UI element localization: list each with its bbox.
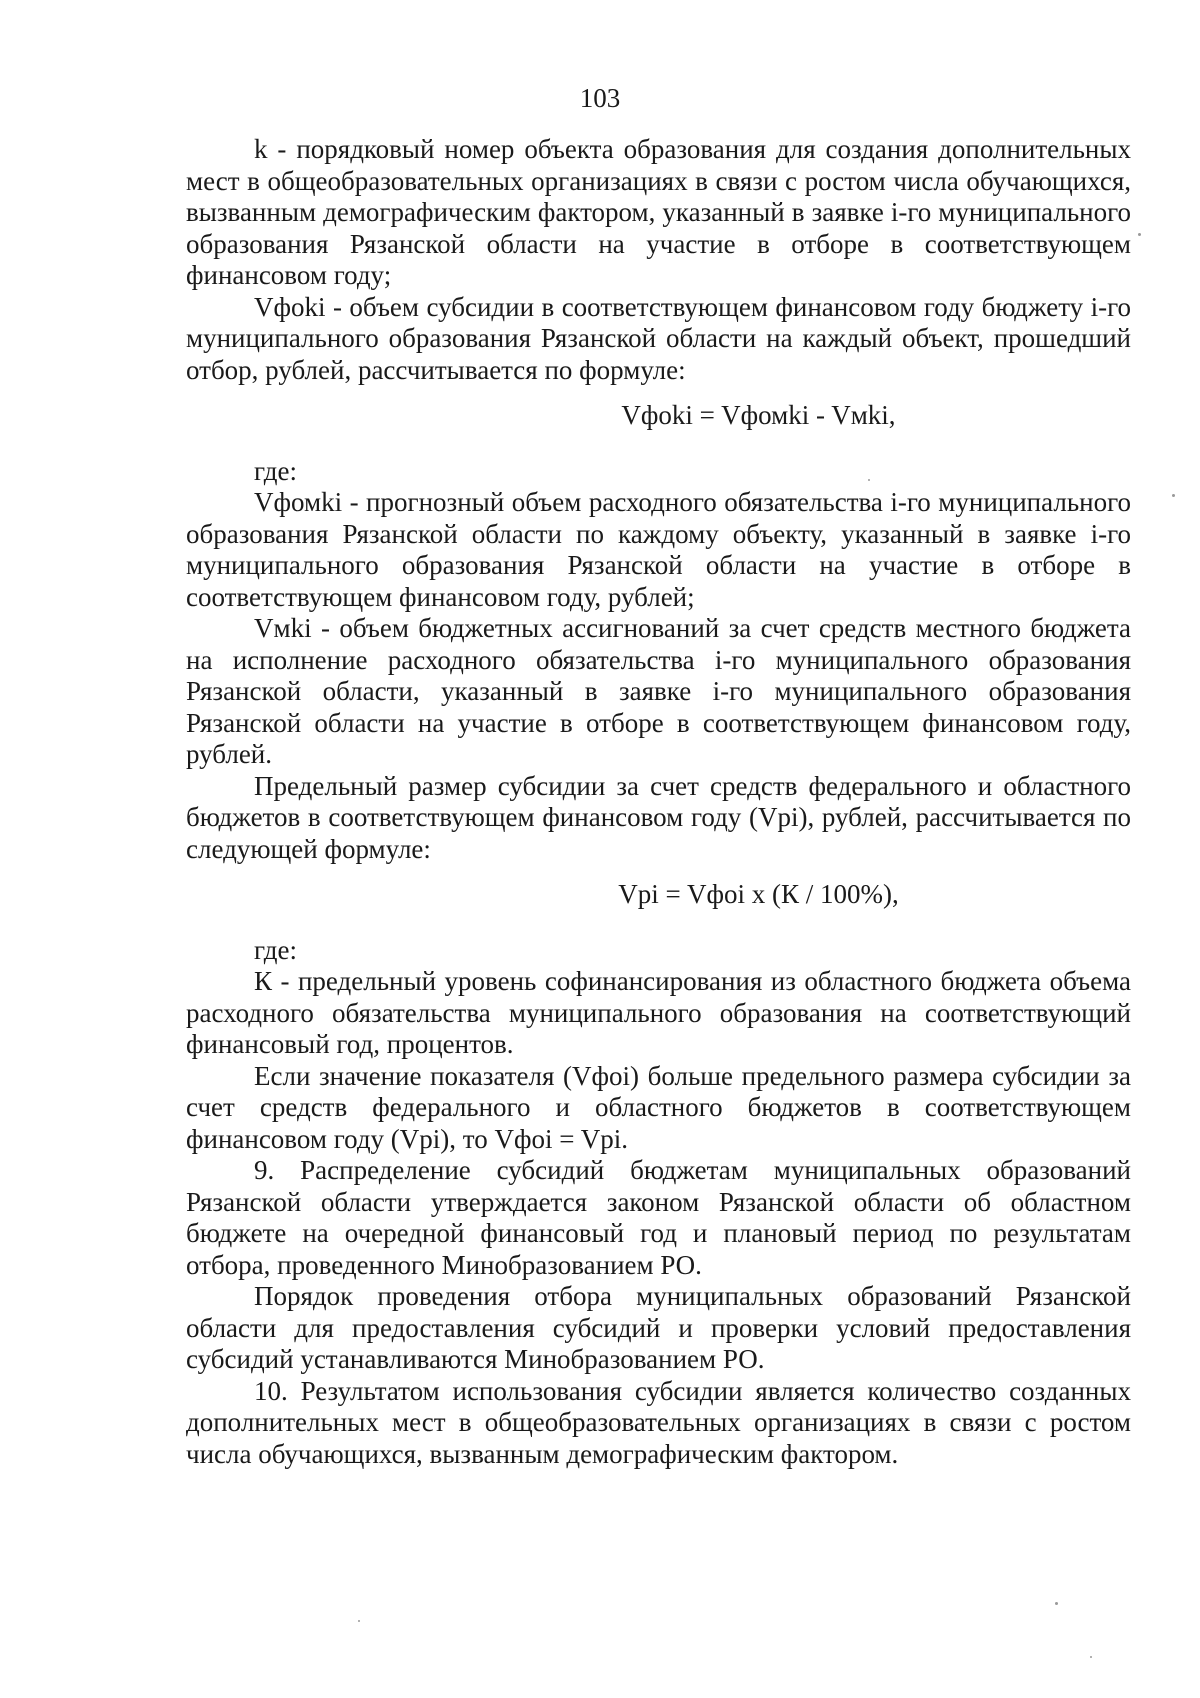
scan-speck: [358, 1620, 360, 1622]
paragraph-item-9: 9. Распределение субсидий бюджетам муниципальных образований Рязанской области утверждается законом Рязанской области об областном бюджете на очередной финансовый год и плановый период по результатам отбора, проведенного Минобразованием РО.: [186, 1155, 1131, 1280]
paragraph-item-10: 10. Результатом использования субсидии является количество созданных дополнительных мест в общеобразовательных организациях в связи с ростом числа обучающихся, вызванным демографическим фактором.: [186, 1375, 1131, 1469]
scan-speck: [1090, 1656, 1092, 1658]
paragraph-subsidy-limit: Предельный размер субсидии за счет средств федерального и областного бюджетов в соответствующем финансовом году (Vpi), рублей, рассчитывается по следующей формуле:: [186, 770, 1131, 864]
paragraph-k-cofinancing: К - предельный уровень софинансирования из областного бюджета объема расходного обязательства муниципального образования на соответствующий финансовый год, процентов.: [186, 966, 1131, 1059]
paragraph-vmki-definition: Vмki - объем бюджетных ассигнований за счет средств местного бюджета на исполнение расходного обязательства i-го муниципального образования Рязанской области, указанный в заявке i-го муниципального образования Рязанской области на участие в отборе в соответствующем финансовом году, рублей.: [186, 613, 1131, 769]
scan-speck: [1055, 1602, 1058, 1605]
paragraph-vfomki-definition: Vфомki - прогнозный объем расходного обязательства i-го муниципального образования Рязанской области по каждому объекту, указанный в заявке i-го муниципального образования Рязанской области на участие в отборе в соответствующем финансовом году, рублей;: [186, 487, 1131, 612]
scan-speck: [1138, 233, 1141, 236]
document-body: [186, 134, 1131, 1470]
scan-speck: [868, 479, 870, 481]
paragraph-vfoi-condition: Если значение показателя (Vфoi) больше предельного размера субсидии за счет средств федерального и областного бюджетов в соответствующем финансовом году (Vpi), то Vфoi = Vpi.: [186, 1060, 1131, 1154]
formula-vfoki: Vфoki = Vфомki - Vмki,: [621, 400, 896, 430]
paragraph-k-definition: k - порядковый номер объекта образования для создания дополнительных мест в общеобразовательных организациях в связи с ростом числа обучающихся, вызванным демографическим фактором, указанный в заявке i-го муниципального образования Рязанской области на участие в отборе в соответствующем финансовом году;: [186, 134, 1131, 290]
paragraph-selection-procedure: Порядок проведения отбора муниципальных образований Рязанской области для предоставления субсидий и проверки условий предоставления субсидий устанавливаются Минобразованием РО.: [186, 1281, 1131, 1374]
page-number: 103: [579, 83, 621, 113]
where-label: где:: [254, 455, 297, 486]
scan-speck: [1172, 494, 1175, 497]
where-label-2: где:: [254, 934, 297, 965]
formula-vpi: Vpi = Vфoi x (К / 100%),: [618, 879, 899, 909]
paragraph-vfoki-definition: Vфoki - объем субсидии в соответствующем финансовом году бюджету i-го муниципального образования Рязанской области на каждый объект, прошедший отбор, рублей, рассчитывается по формуле:: [186, 291, 1131, 385]
